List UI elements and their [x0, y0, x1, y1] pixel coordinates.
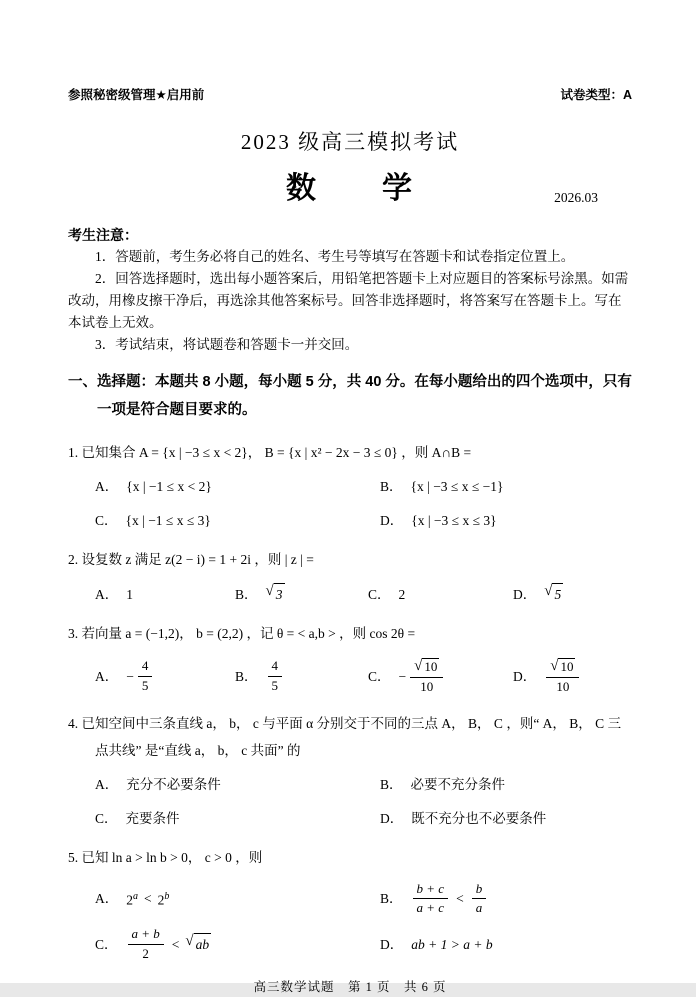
fraction-denominator: 10	[420, 678, 434, 694]
option-value: {x | −3 ≤ x ≤ 3}	[411, 513, 497, 529]
fraction-numerator: a + b	[128, 926, 164, 944]
fraction	[410, 657, 443, 695]
question-3-options	[68, 657, 632, 695]
fraction-numerator: 4	[138, 658, 153, 676]
radicand: 10	[424, 659, 438, 675]
option-value: {x | −1 ≤ x < 2}	[126, 479, 212, 495]
option-value: 1	[126, 586, 133, 602]
comparison-sign: <	[144, 891, 152, 906]
power-expression: 2$^a$	[126, 891, 138, 908]
option-label: A．	[95, 668, 119, 684]
subject-row	[68, 166, 632, 210]
question-4-option-b	[380, 774, 632, 795]
fraction	[138, 658, 153, 694]
radical-sign: √	[265, 583, 274, 600]
option-label: A．	[95, 891, 119, 906]
radical	[544, 583, 563, 605]
question-5	[68, 844, 632, 962]
option-label: D．	[380, 810, 404, 826]
option-value: ab + 1 > a + b	[411, 936, 493, 952]
option-label: C．	[368, 586, 391, 602]
paper-type-label: 试卷类型：A	[560, 88, 632, 102]
radical	[550, 658, 575, 675]
question-5-option-a	[95, 886, 380, 911]
radicand: ab	[194, 933, 212, 955]
notice-item-3: 3．考试结束，将试题卷和答题卡一并交回。	[95, 337, 359, 353]
exponent: a	[133, 891, 138, 903]
subject-title: 数 学	[286, 172, 414, 206]
exponent: b	[164, 891, 170, 903]
fraction-numerator: 4	[268, 658, 283, 676]
fraction-denominator: 5	[141, 677, 149, 693]
question-5-option-c	[95, 926, 380, 962]
option-label: C．	[95, 810, 118, 826]
question-1-option-b	[380, 476, 632, 497]
question-3-option-d	[513, 657, 632, 695]
question-2-option-c	[368, 584, 513, 605]
option-label: C．	[368, 668, 391, 684]
fraction-denominator: a	[475, 900, 483, 915]
question-4-stem: 4. 已知空间中三条直线 a， b， c 与平面 α 分别交于不同的三点 A， B， C ，则“ A， B， C 三点共线” 是“直线 a， b， c 共面” 的	[68, 715, 622, 758]
question-1-option-d	[380, 510, 632, 531]
minus-sign: −	[398, 668, 407, 684]
option-label: D．	[380, 936, 404, 952]
question-3-option-c	[368, 657, 513, 695]
option-label: C．	[95, 936, 118, 952]
option-label: A．	[95, 479, 119, 495]
option-value: 必要不充分条件	[410, 776, 506, 792]
radicand: 5	[552, 583, 563, 605]
option-label: D．	[380, 513, 404, 529]
fraction	[268, 658, 283, 694]
radical	[266, 583, 285, 605]
exam-date: 2026.03	[554, 190, 598, 205]
question-1-stem: 1. 已知集合 A = {x | −3 ≤ x < 2}， B = {x | x² − 2x − 3 ≤ 0} ，则 A∩B =	[68, 445, 472, 461]
notice-item-1: 1．答题前，考生务必将自己的姓名、考生号等填写在答题卡和试卷指定位置上。	[95, 249, 575, 265]
notice-title: 考生注意：	[68, 227, 138, 244]
fraction-denominator: a + c	[416, 900, 445, 915]
question-1-option-a	[95, 476, 380, 497]
candidate-notice	[68, 224, 632, 356]
fraction	[413, 881, 449, 917]
option-value: 2	[398, 586, 406, 602]
radicand: 3	[274, 583, 285, 605]
option-value: 既不充分也不必要条件	[411, 810, 547, 826]
question-5-option-b	[380, 881, 632, 917]
question-4	[68, 710, 632, 829]
question-4-option-a	[95, 774, 380, 795]
question-1	[68, 439, 632, 531]
fraction	[546, 657, 579, 695]
fraction-denominator: 10	[556, 678, 570, 694]
security-notice: 参照秘密级管理★启用前	[68, 88, 205, 102]
option-label: B．	[235, 668, 258, 684]
section-1-header: 一、选择题：本题共 8 小题，每小题 5 分，共 40 分。在每小题给出的四个选项中，只有一项是符合题目要求的。	[68, 374, 632, 419]
option-label: A．	[95, 586, 119, 602]
page-header	[68, 86, 632, 105]
radical-sign: √	[414, 658, 423, 675]
fraction-numerator	[410, 657, 443, 677]
option-label: B．	[380, 479, 403, 495]
question-4-option-d	[380, 808, 632, 829]
question-3-option-b	[235, 658, 368, 694]
radical	[414, 658, 439, 675]
option-value: {x | −1 ≤ x ≤ 3}	[125, 513, 211, 529]
fraction	[472, 881, 487, 917]
comparison-sign: <	[171, 936, 180, 952]
fraction-denominator: 5	[271, 677, 279, 693]
question-2	[68, 546, 632, 605]
radical-sign: √	[185, 933, 194, 949]
option-label: B．	[380, 776, 403, 792]
question-2-option-a	[95, 584, 235, 605]
fraction-numerator	[546, 657, 579, 677]
question-4-option-c	[95, 808, 380, 829]
question-2-option-b	[235, 583, 368, 605]
option-label: D．	[513, 668, 537, 684]
question-3	[68, 620, 632, 695]
page-footer: 高三数学试题 第 1 页 共 6 页	[253, 979, 447, 994]
option-value: {x | −3 ≤ x ≤ −1}	[410, 479, 504, 495]
option-label: D．	[513, 586, 537, 602]
radical-sign: √	[550, 658, 559, 675]
question-4-options	[68, 774, 632, 829]
question-3-stem: 3. 若向量 a = (−1,2)， b = (2,2) ，记 θ = < a,b > ，则 cos 2θ =	[68, 626, 416, 642]
fraction	[128, 926, 164, 962]
option-value: 充分不必要条件	[126, 776, 221, 792]
minus-sign: −	[126, 668, 134, 684]
option-value: 充要条件	[125, 810, 180, 826]
option-label: B．	[235, 586, 258, 602]
fraction-denominator: 2	[142, 945, 149, 961]
fraction-numerator: b	[472, 881, 487, 899]
question-3-option-a	[95, 658, 235, 694]
option-label: A．	[95, 776, 119, 792]
notice-item-2: 2．回答选择题时，选出每小题答案后，用铅笔把答题卡上对应题目的答案标号涂黑。如需改动，用橡皮擦干净后，再选涂其他答案标号。回答非选择题时，将答案写在答题卡上。写在本试卷上无效。	[68, 271, 629, 331]
option-label: B．	[380, 891, 403, 906]
comparison-sign: <	[456, 891, 464, 906]
exam-title: 2023 级高三模拟考试	[240, 129, 460, 154]
option-label: C．	[95, 513, 118, 529]
radicand: 10	[560, 659, 574, 675]
question-5-options	[68, 881, 632, 962]
question-5-option-d	[380, 934, 632, 955]
question-2-stem: 2. 设复数 z 满足 z(2 − i) = 1 + 2i ，则 | z | =	[68, 552, 314, 568]
radical-sign: √	[544, 583, 553, 600]
radical	[185, 933, 211, 955]
power-expression: 2$^b$	[157, 891, 170, 908]
question-1-option-c	[95, 510, 380, 531]
fraction-numerator: b + c	[413, 881, 449, 899]
question-2-options	[68, 583, 632, 605]
question-2-option-d	[513, 583, 632, 605]
question-5-stem: 5. 已知 ln a > ln b > 0， c > 0 ，则	[68, 849, 263, 865]
question-1-options	[68, 476, 632, 531]
